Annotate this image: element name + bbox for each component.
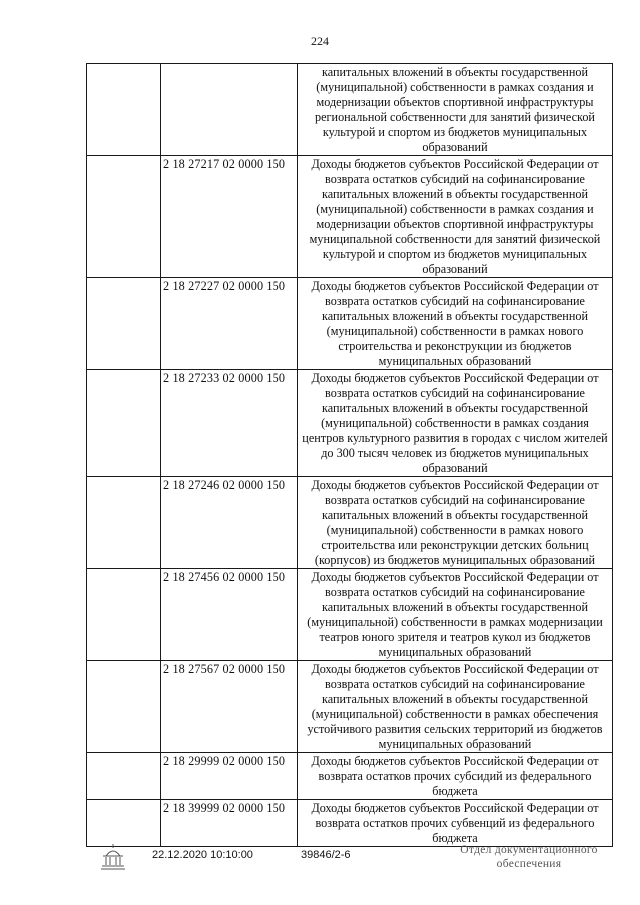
description-cell: Доходы бюджетов субъектов Российской Федерации от возврата остатков субсидий на софинансирование капитальных вложений в объекты государственной (муниципальной) собственности в рамках создания центров культурного развития в городах с числом жителей до 300 тысяч человек из бюджетов муниципальных образований xyxy=(298,370,613,477)
table-row xyxy=(87,477,613,569)
code-cell: 2 18 27456 02 0000 150 xyxy=(161,569,298,661)
footer-document-code: 39846/2-6 xyxy=(301,849,351,861)
page-number: 224 xyxy=(311,34,329,48)
empty-cell xyxy=(87,477,161,569)
table-row xyxy=(87,753,613,800)
description-cell: Доходы бюджетов субъектов Российской Федерации от возврата остатков субсидий на софинансирование капитальных вложений в объекты государственной (муниципальной) собственности в рамках модернизации театров юного зрителя и театров кукол из бюджетов муниципальных образований xyxy=(298,569,613,661)
code-cell: 2 18 39999 02 0000 150 xyxy=(161,800,298,847)
empty-cell xyxy=(87,278,161,370)
empty-cell xyxy=(87,753,161,800)
empty-cell xyxy=(87,156,161,278)
table-row xyxy=(87,64,613,156)
code-cell: 2 18 27567 02 0000 150 xyxy=(161,661,298,753)
stamp-line: Отдел документационного xyxy=(460,844,598,856)
code-cell: 2 18 27227 02 0000 150 xyxy=(161,278,298,370)
description-cell: Доходы бюджетов субъектов Российской Федерации от возврата остатков субсидий на софинансирование капитальных вложений в объекты государственной (муниципальной) собственности в рамках создания и модернизации объектов спортивной инфраструктуры муниципальной собственности для занятий физической культурой и спортом из бюджетов муниципальных образований xyxy=(298,156,613,278)
stamp-line: обеспечения xyxy=(496,858,562,870)
duma-emblem-icon xyxy=(96,840,130,874)
code-cell: 2 18 27233 02 0000 150 xyxy=(161,370,298,477)
empty-cell xyxy=(87,370,161,477)
department-stamp xyxy=(450,843,608,871)
table-row xyxy=(87,156,613,278)
description-cell: Доходы бюджетов субъектов Российской Федерации от возврата остатков субсидий на софинансирование капитальных вложений в объекты государственной (муниципальной) собственности в рамках нового строительства или реконструкции детских больниц (корпусов) из бюджетов муниципальных образований xyxy=(298,477,613,569)
budget-classification-table xyxy=(86,63,613,847)
description-cell: Доходы бюджетов субъектов Российской Федерации от возврата остатков субсидий на софинансирование капитальных вложений в объекты государственной (муниципальной) собственности в рамках обеспечения устойчивого развития сельских территорий из бюджетов муниципальных образований xyxy=(298,661,613,753)
table-row xyxy=(87,569,613,661)
description-cell: капитальных вложений в объекты государственной (муниципальной) собственности в рамках создания и модернизации объектов спортивной инфраструктуры региональной собственности для занятий физической культурой и спортом из бюджетов муниципальных образований xyxy=(298,64,613,156)
description-cell: Доходы бюджетов субъектов Российской Федерации от возврата остатков прочих субсидий из федерального бюджета xyxy=(298,753,613,800)
code-cell: 2 18 29999 02 0000 150 xyxy=(161,753,298,800)
table-row xyxy=(87,278,613,370)
footer-datetime: 22.12.2020 10:10:00 xyxy=(152,849,253,861)
description-cell: Доходы бюджетов субъектов Российской Федерации от возврата остатков субсидий на софинансирование капитальных вложений в объекты государственной (муниципальной) собственности в рамках нового строительства и реконструкции из бюджетов муниципальных образований xyxy=(298,278,613,370)
code-cell: 2 18 27246 02 0000 150 xyxy=(161,477,298,569)
empty-cell xyxy=(87,661,161,753)
code-cell: 2 18 27217 02 0000 150 xyxy=(161,156,298,278)
table-row xyxy=(87,661,613,753)
code-cell xyxy=(161,64,298,156)
empty-cell xyxy=(87,569,161,661)
empty-cell xyxy=(87,64,161,156)
description-cell: Доходы бюджетов субъектов Российской Федерации от возврата остатков прочих субвенций из федерального бюджета xyxy=(298,800,613,847)
table-row xyxy=(87,800,613,847)
table-row xyxy=(87,370,613,477)
